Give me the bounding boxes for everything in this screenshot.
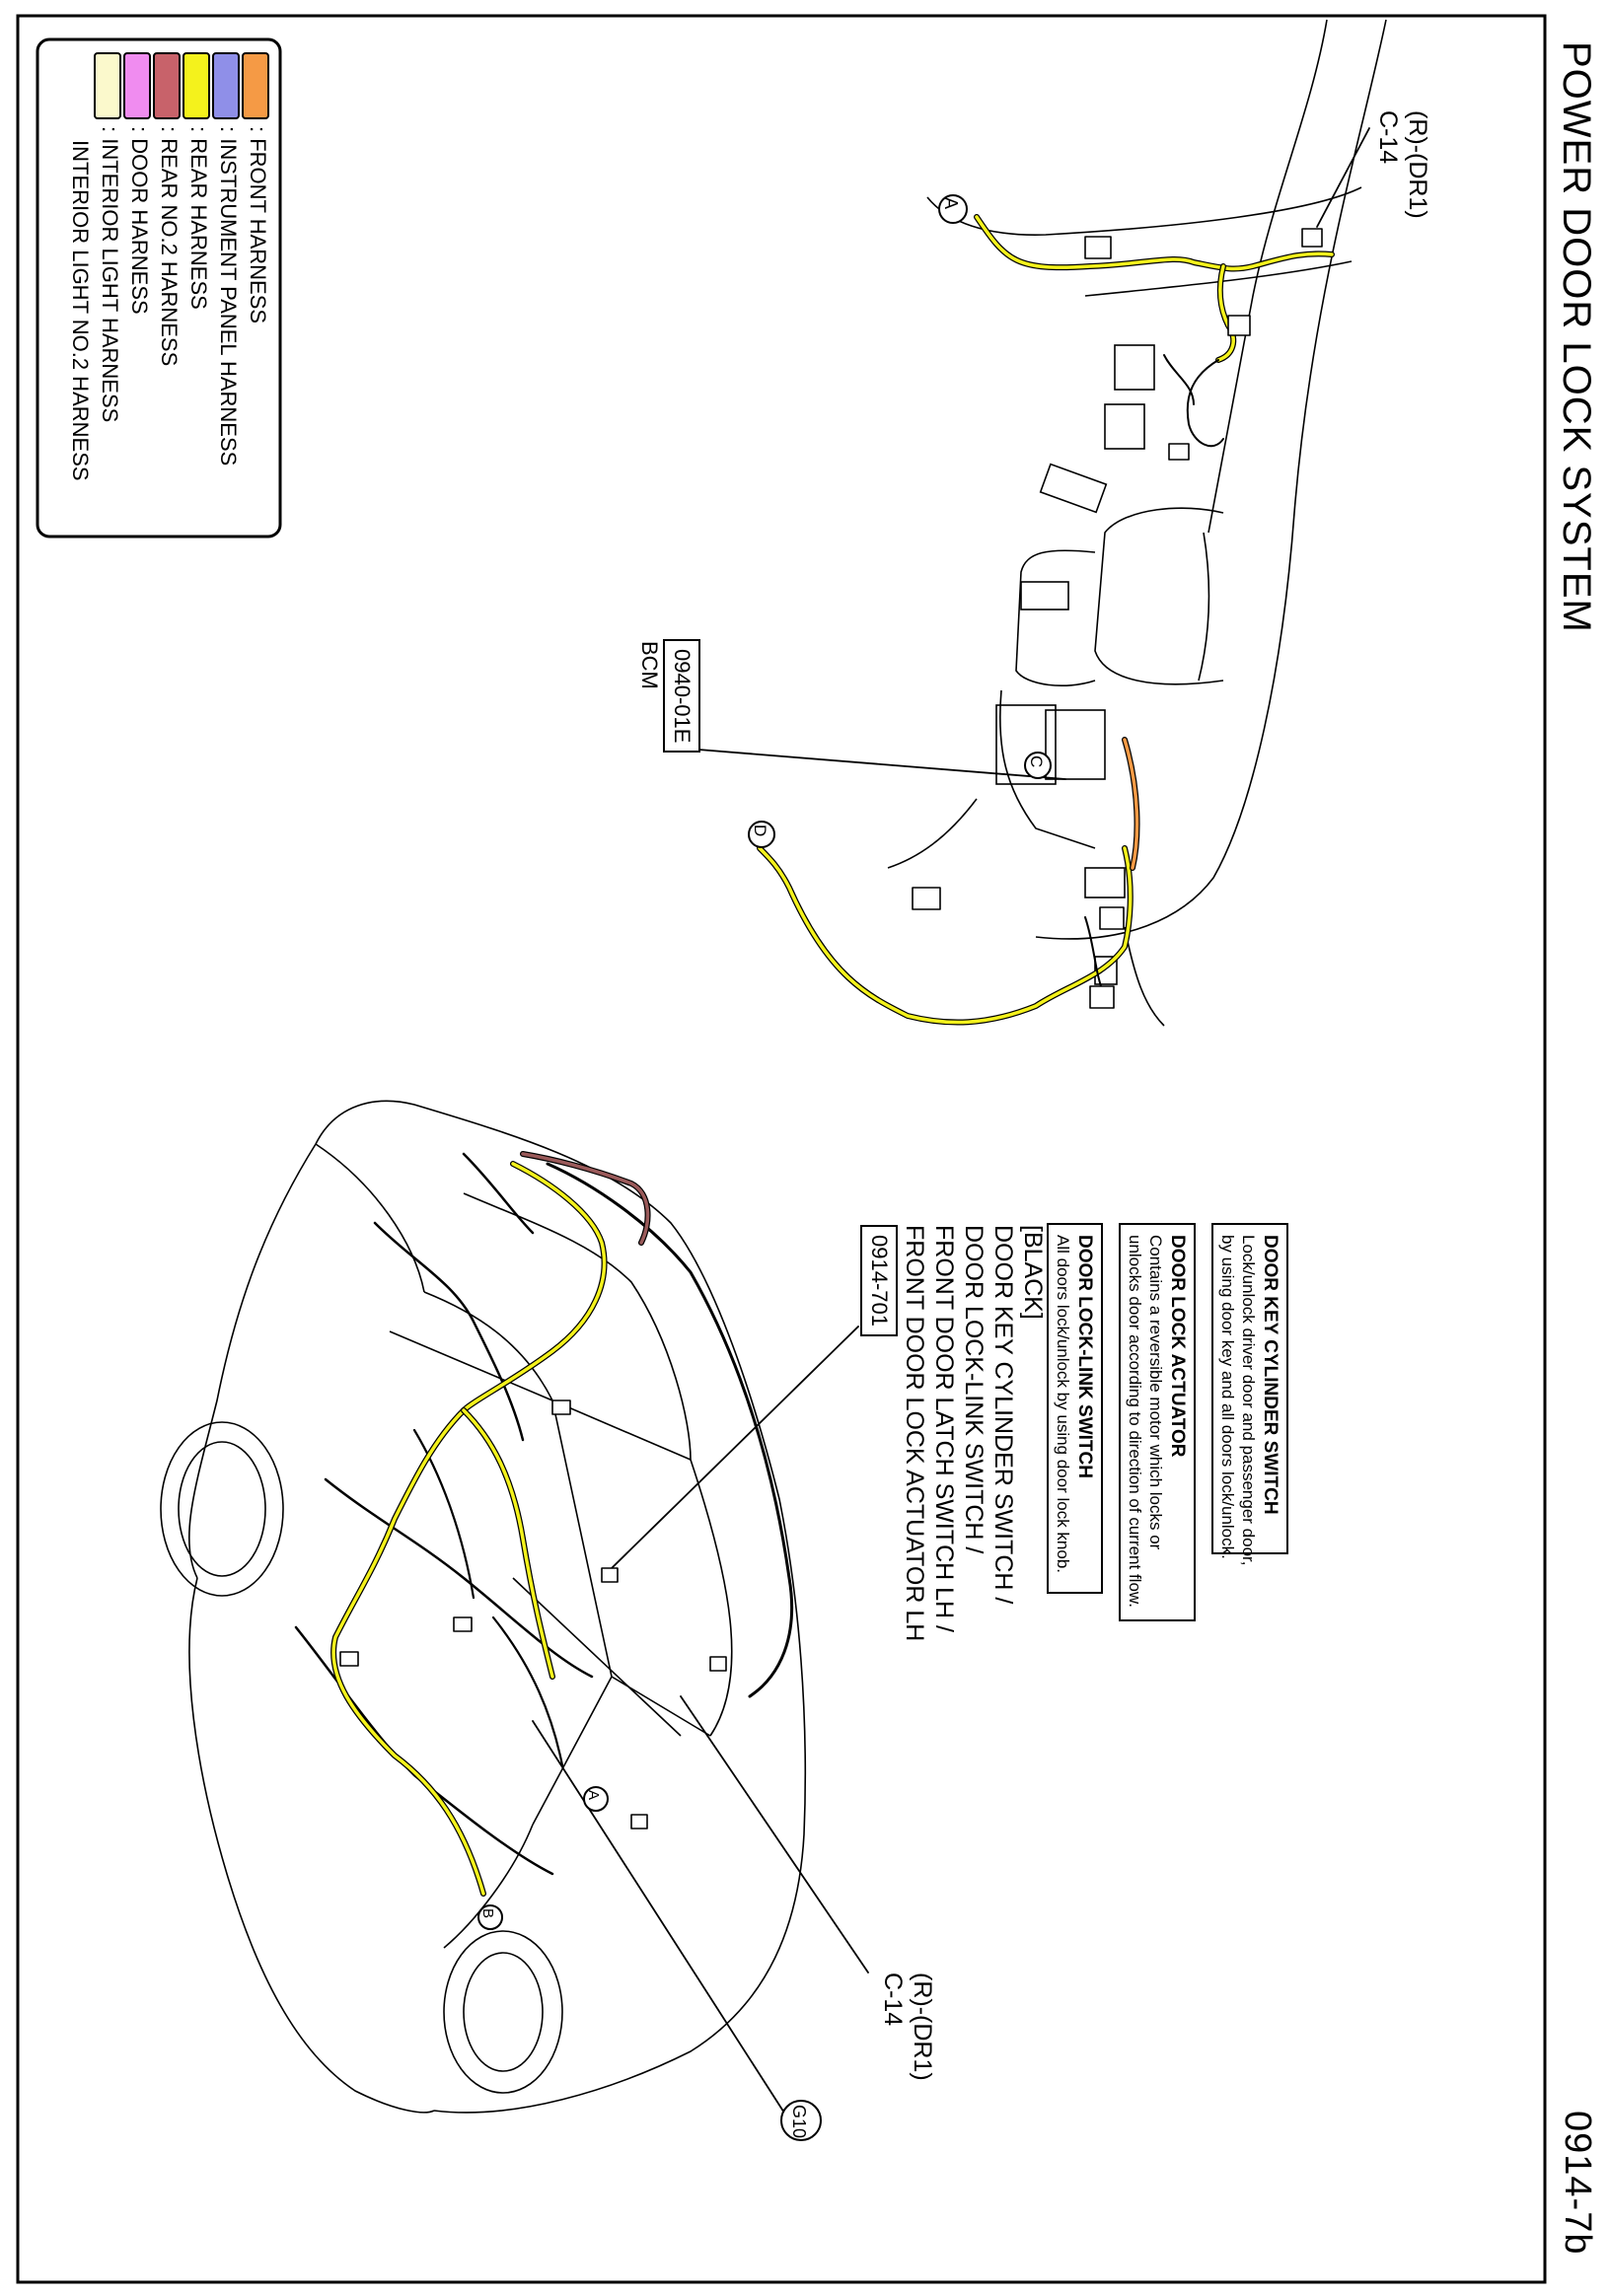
description-door-lock-link-switch <box>1047 1223 1103 1594</box>
component-line: FRONT DOOR LATCH SWITCH LH / <box>930 1225 958 1632</box>
legend-swatch <box>95 53 120 118</box>
component-line: DOOR KEY CYLINDER SWITCH / <box>989 1225 1017 1605</box>
legend-item-rear: : REAR HARNESS <box>186 126 211 310</box>
component-code-box: 0914-701 <box>860 1225 898 1336</box>
car-harness <box>296 1154 868 2120</box>
description-heading: DOOR LOCK ACTUATOR <box>1167 1235 1188 1458</box>
circle-markers <box>478 195 1051 2140</box>
component-color-tag: [BLACK] <box>1019 1225 1047 1320</box>
description-line: Contains a reversible motor which locks or <box>1146 1235 1165 1550</box>
interior-harness <box>698 128 1369 1023</box>
description-door-key-cylinder-switch <box>1211 1223 1288 1566</box>
legend-swatch <box>124 53 150 118</box>
legend-item-rear-no2: : REAR NO.2 HARNESS <box>157 126 182 367</box>
car-body-outline <box>161 1101 805 2113</box>
top-point-a: A <box>941 197 961 210</box>
car-connector-circuit: (R)-(DR1) <box>909 1973 936 2081</box>
legend-item-door: : DOOR HARNESS <box>127 126 152 315</box>
description-heading: DOOR LOCK-LINK SWITCH <box>1074 1235 1095 1478</box>
description-line: by using door key and all doors lock/unlock. <box>1218 1235 1237 1559</box>
legend-item-front: : FRONT HARNESS <box>246 126 270 324</box>
interior-dash-view <box>888 20 1386 1026</box>
legend-list <box>65 126 272 481</box>
description-door-lock-actuator <box>1119 1223 1196 1621</box>
top-connector-circuit: (R)-(DR1) <box>1404 110 1431 219</box>
legend-item-instrument-panel: : INSTRUMENT PANEL HARNESS <box>216 126 241 466</box>
component-label <box>860 1225 1048 1641</box>
page-number: 0914-7b <box>1557 2111 1598 2256</box>
legend-item-interior-light: : INTERIOR LIGHT HARNESS <box>98 126 122 423</box>
legend-swatch <box>213 53 239 118</box>
description-line: All doors lock/unlock by using door lock knob. <box>1054 1235 1072 1574</box>
legend-swatch <box>154 53 180 118</box>
description-line: unlocks door according to direction of current flow. <box>1126 1235 1144 1608</box>
component-line: DOOR LOCK-LINK SWITCH / <box>960 1225 988 1554</box>
ground-label-g10: G10 <box>789 2105 809 2139</box>
top-connector-label <box>1373 110 1432 219</box>
top-connector-code: C-14 <box>1374 110 1402 165</box>
page-title: POWER DOOR LOCK SYSTEM <box>1555 41 1598 633</box>
legend-item-interior-light-no2: INTERIOR LIGHT NO.2 HARNESS <box>68 140 93 481</box>
legend-swatch <box>183 53 209 118</box>
component-line: FRONT DOOR LOCK ACTUATOR LH <box>901 1225 928 1642</box>
car-connector-label <box>878 1973 937 2081</box>
bcm-label: BCM <box>637 641 662 689</box>
description-line: Lock/unlock driver door and passenger door, <box>1239 1235 1258 1566</box>
bcm-code-box: 0940-01E <box>663 639 700 753</box>
top-point-c: C <box>1027 755 1046 768</box>
car-connector-code: C-14 <box>879 1973 907 2027</box>
bcm-callout <box>635 639 700 753</box>
car-point-a: A <box>585 1790 602 1801</box>
car-point-b: B <box>479 1908 496 1919</box>
legend-swatch <box>243 53 268 118</box>
description-heading: DOOR KEY CYLINDER SWITCH <box>1260 1235 1281 1515</box>
top-point-d: D <box>751 825 769 837</box>
